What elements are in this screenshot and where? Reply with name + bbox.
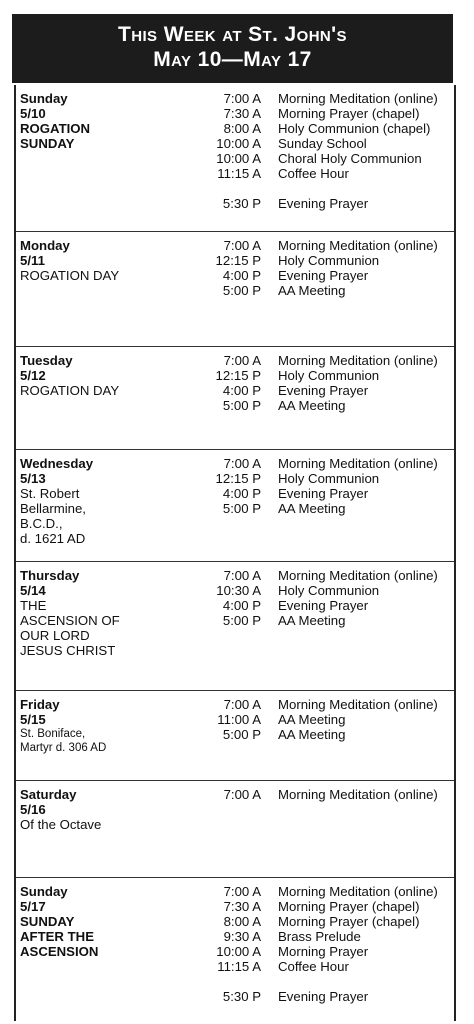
event-description: Morning Prayer (chapel) [278,106,420,121]
day-label [20,353,119,398]
event-description: AA Meeting [278,501,346,516]
event-description: Holy Communion [278,253,380,268]
event-time: 5:00 P [222,613,261,628]
day-name: Wednesday [20,456,94,471]
day-observance: St. Boniface, Martyr d. 306 AD [20,728,107,754]
day-observance: ROGATION DAY [20,383,120,398]
event-time: 7:00 A [223,456,261,471]
day-label [20,787,101,832]
day-label [20,91,90,151]
day-block [16,231,454,347]
event-description: Holy Communion [278,368,380,383]
event-time: 7:00 A [223,91,261,106]
event-time: 4:00 P [222,598,261,613]
event-time: 7:30 A [223,106,261,121]
event-description: AA Meeting [278,398,346,413]
event-time: 5:00 P [222,283,261,298]
day-date: 5/10 [20,106,46,121]
event-description: Evening Prayer [278,383,369,398]
event-time: 7:30 A [223,899,261,914]
weekly-schedule-table [14,85,456,1021]
day-name: Sunday [20,91,68,106]
header-date-range: May 10—May 17 [153,48,312,71]
event-description: Holy Communion [278,471,380,486]
day-date: 5/12 [20,368,46,383]
day-observance: St. Robert Bellarmine, B.C.D., d. 1621 AD [20,486,86,546]
day-date: 5/13 [20,471,46,486]
event-description: Coffee Hour [278,166,349,181]
day-observance: THE ASCENSION OF OUR LORD JESUS CHRIST [20,598,120,658]
event-description: Holy Communion (chapel) [278,121,431,136]
event-time: 10:30 A [216,583,261,598]
day-date: 5/11 [20,253,45,268]
day-name: Monday [20,238,70,253]
event-description: Evening Prayer [278,268,369,283]
day-name: Tuesday [20,353,73,368]
event-description: Choral Holy Communion [278,151,422,166]
event-description: Evening Prayer [278,598,369,613]
event-time: 12:15 P [215,368,261,383]
event-time: 7:00 A [223,353,261,368]
event-time: 4:00 P [222,486,261,501]
day-block [16,449,454,562]
day-name: Friday [20,697,60,712]
day-label [20,697,106,755]
event-time: 8:00 A [223,121,261,136]
event-description: Morning Prayer [278,944,369,959]
day-label [20,238,119,283]
event-description: AA Meeting [278,727,346,742]
day-observance: Of the Octave [20,817,102,832]
day-observance: ROGATION SUNDAY [20,121,91,151]
event-time: 10:00 A [216,136,261,151]
event-description: AA Meeting [278,712,346,727]
day-date: 5/16 [20,802,46,817]
event-description: Evening Prayer [278,486,369,501]
day-name: Saturday [20,787,77,802]
event-time: 4:00 P [222,383,261,398]
event-time: 10:00 A [216,151,261,166]
event-description: Coffee Hour [278,959,349,974]
day-date: 5/15 [20,712,46,727]
day-label [20,568,120,658]
event-description: Brass Prelude [278,929,361,944]
event-description: Morning Meditation (online) [278,91,438,106]
event-time: 12:15 P [215,471,261,486]
event-description: Morning Meditation (online) [278,568,438,583]
event-time: 5:30 P [222,989,261,1004]
event-time: 7:00 A [223,787,261,802]
event-time: 7:00 A [223,568,261,583]
event-description: Morning Meditation (online) [278,456,438,471]
event-description: Morning Prayer (chapel) [278,899,420,914]
day-block [16,85,454,231]
event-time: 11:15 A [217,959,261,974]
day-label [20,456,93,546]
day-name: Sunday [20,884,68,899]
event-description: Evening Prayer [278,989,369,1004]
event-description: AA Meeting [278,613,346,628]
event-time: 5:00 P [222,398,261,413]
event-description: Morning Meditation (online) [278,787,438,802]
event-time: 7:00 A [223,238,261,253]
event-time: 4:00 P [222,268,261,283]
event-time: 10:00 A [216,944,261,959]
schedule-header [12,14,453,83]
event-time: 12:15 P [215,253,261,268]
day-block [16,346,454,450]
event-description: Morning Meditation (online) [278,353,438,368]
day-date: 5/17 [20,899,46,914]
header-title: This Week at St. John's [118,23,347,46]
event-description: Sunday School [278,136,367,151]
day-block [16,561,454,691]
event-time: 9:30 A [223,929,261,944]
day-observance: SUNDAY AFTER THE ASCENSION [20,914,99,959]
day-date: 5/14 [20,583,46,598]
event-description: Morning Prayer (chapel) [278,914,420,929]
day-block [16,690,454,781]
day-block [16,780,454,878]
event-description: Morning Meditation (online) [278,884,438,899]
event-time: 7:00 A [223,697,261,712]
event-time: 5:00 P [222,501,261,516]
day-name: Thursday [20,568,80,583]
event-time: 11:00 A [217,712,261,727]
event-description: Morning Meditation (online) [278,697,438,712]
day-observance: ROGATION DAY [20,268,120,283]
event-time: 5:00 P [222,727,261,742]
event-time: 7:00 A [223,884,261,899]
event-description: Holy Communion [278,583,380,598]
day-label [20,884,98,959]
event-description: Evening Prayer [278,196,369,211]
event-time: 11:15 A [217,166,261,181]
event-time: 8:00 A [223,914,261,929]
day-block [16,877,454,1022]
event-description: AA Meeting [278,283,346,298]
event-time: 5:30 P [222,196,261,211]
event-description: Morning Meditation (online) [278,238,438,253]
